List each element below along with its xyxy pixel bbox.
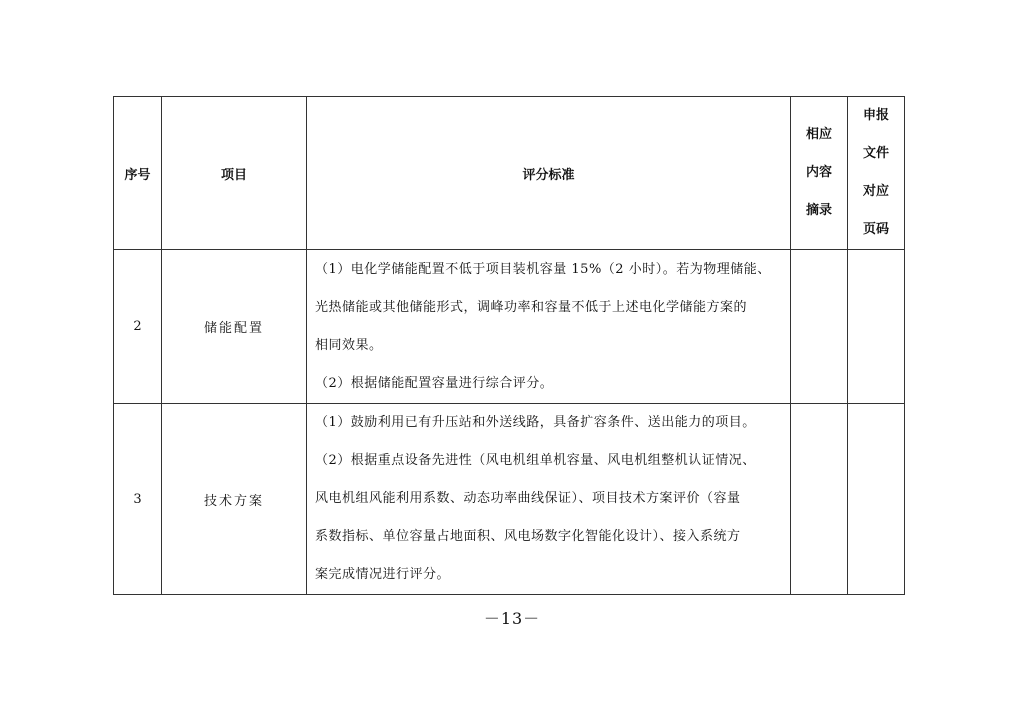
scoring-table <box>113 96 905 595</box>
criteria-line: 相同效果。 <box>315 337 383 353</box>
criteria-line: 案完成情况进行评分。 <box>315 567 451 582</box>
table-header-row <box>114 97 905 250</box>
criteria-line: （1）电化学储能配置不低于项目装机容量 15%（2 小时）。若为物理储能、 <box>315 261 771 277</box>
header-summary-line: 相应 <box>805 127 832 142</box>
header-index: 序号 <box>114 97 162 250</box>
header-item: 项目 <box>162 97 307 250</box>
row-index: 2 <box>114 250 162 404</box>
table-row <box>114 404 905 595</box>
criteria-line: 风电机组风能利用系数、动态功率曲线保证）、项目技术方案评价（容量 <box>315 491 741 506</box>
row-item: 技术方案 <box>162 404 307 595</box>
row-item: 储能配置 <box>162 250 307 404</box>
header-page-ref <box>848 97 905 250</box>
criteria-line: 光热储能或其他储能形式，调峰功率和容量不低于上述电化学储能方案的 <box>315 299 748 315</box>
header-summary-line: 内容 <box>805 165 832 180</box>
criteria-line: （2）根据重点设备先进性（风电机组单机容量、风电机组整机认证情况、 <box>315 453 756 468</box>
header-page-ref-line: 申报 <box>862 108 889 123</box>
header-page-ref-line: 页码 <box>862 222 889 237</box>
header-criteria: 评分标准 <box>307 97 791 250</box>
criteria-line: （2）根据储能配置容量进行综合评分。 <box>315 375 554 391</box>
page-number: －13－ <box>483 609 541 628</box>
row-page-ref <box>848 404 905 595</box>
row-criteria <box>307 404 791 595</box>
table-row <box>114 250 905 404</box>
header-summary <box>791 97 848 250</box>
criteria-line: （1）鼓励利用已有升压站和外送线路，具备扩容条件、送出能力的项目。 <box>315 415 756 430</box>
header-summary-line: 摘录 <box>805 203 832 218</box>
row-page-ref <box>848 250 905 404</box>
header-page-ref-line: 对应 <box>862 184 889 199</box>
row-summary <box>791 250 848 404</box>
row-summary <box>791 404 848 595</box>
criteria-line: 系数指标、单位容量占地面积、风电场数字化智能化设计）、接入系统方 <box>315 529 741 544</box>
row-index: 3 <box>114 404 162 595</box>
row-criteria <box>307 250 791 404</box>
header-page-ref-line: 文件 <box>862 146 889 161</box>
